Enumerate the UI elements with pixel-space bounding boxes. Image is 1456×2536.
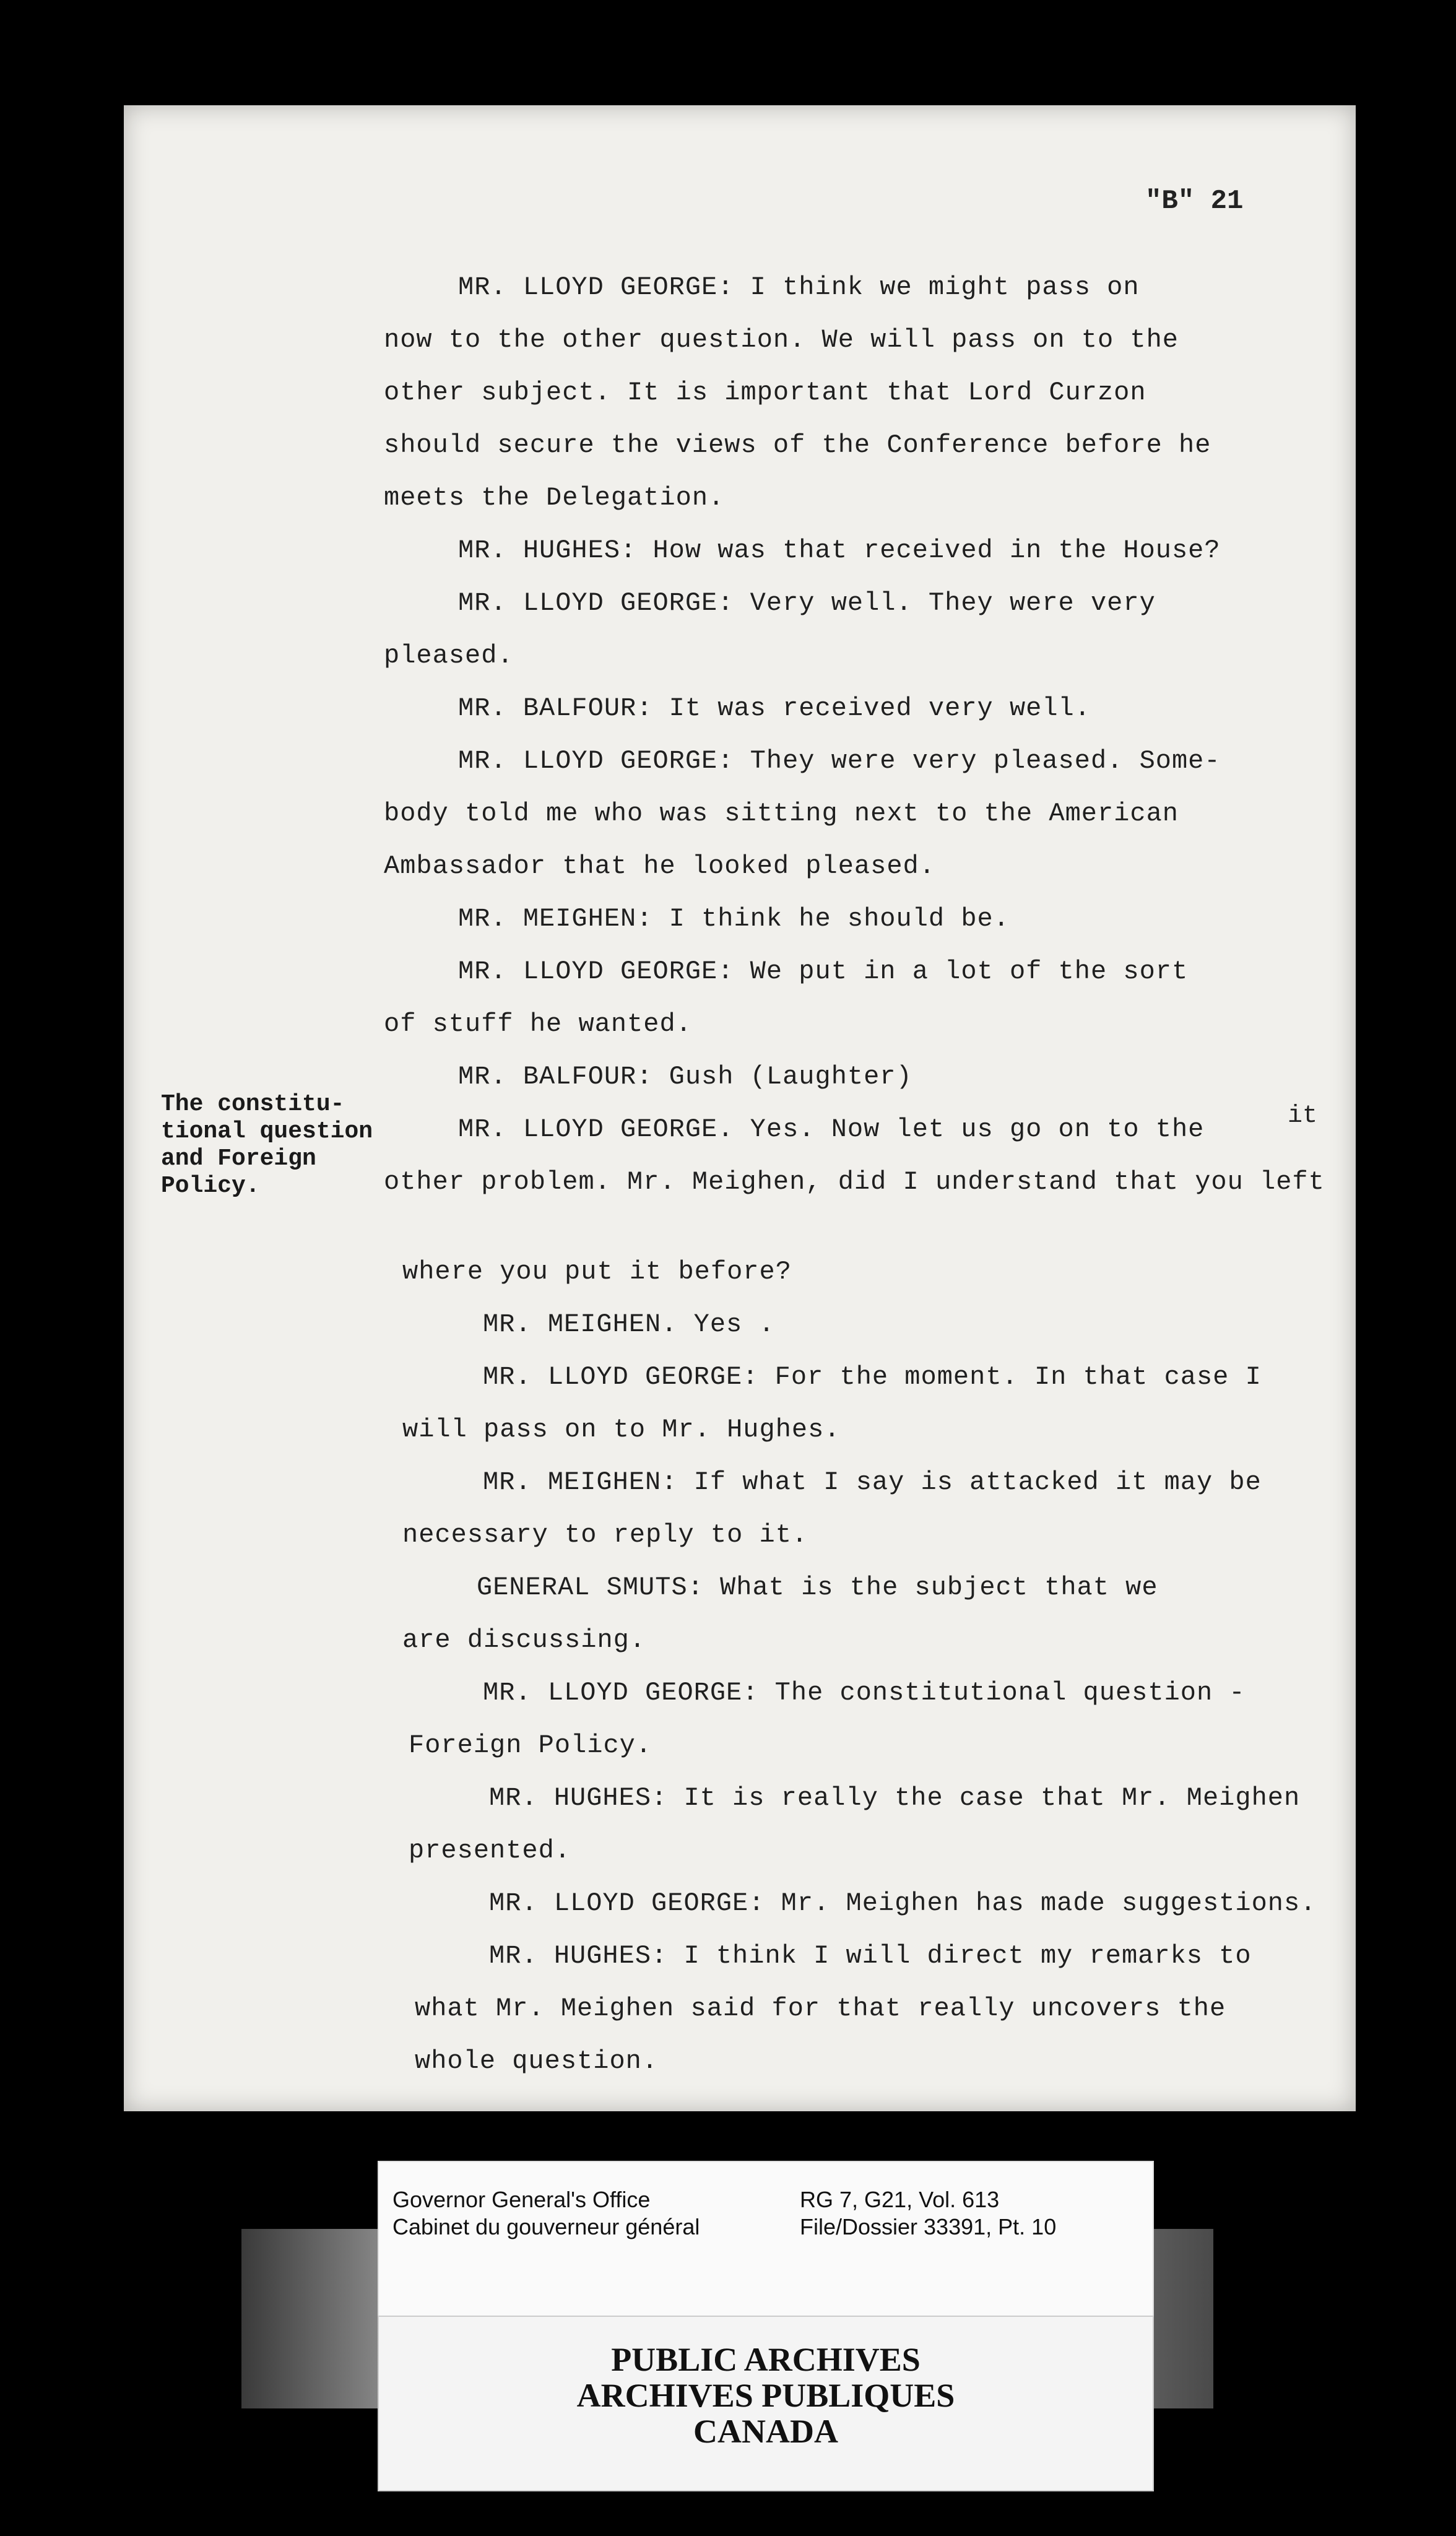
transcript-line: should secure the views of the Conference before he	[384, 430, 1211, 460]
transcript-line: other problem. Mr. Meighen, did I understand that you left	[384, 1167, 1325, 1197]
transcript-line: presented.	[409, 1836, 571, 1865]
transcript-line: MR. HUGHES: It is really the case that Mr. Meighen	[489, 1783, 1301, 1813]
transcript-line: will pass on to Mr. Hughes.	[402, 1415, 841, 1444]
archive-label	[378, 2161, 1154, 2318]
transcript-line: now to the other question. We will pass on to the	[384, 325, 1179, 355]
transcript-line: what Mr. Meighen said for that really uncovers the	[415, 1994, 1226, 2023]
archive-file: File/Dossier 33391, Pt. 10	[800, 2214, 1057, 2239]
transcript-line: MR. HUGHES: I think I will direct my remarks to	[489, 1941, 1252, 1971]
transcript-line: MR. LLOYD GEORGE: We put in a lot of the sort	[458, 957, 1189, 986]
page-number: "B" 21	[1145, 186, 1244, 217]
transcript-line: other subject. It is important that Lord Curzon	[384, 378, 1146, 407]
office-en: Governor General's Office	[392, 2187, 651, 2212]
transcript-line: Foreign Policy.	[409, 1730, 652, 1760]
transcript-line: MR. LLOYD GEORGE: Mr. Meighen has made suggestions.	[489, 1888, 1317, 1918]
transcript-line: MR. MEIGHEN. Yes .	[483, 1309, 775, 1339]
transcript-line: MR. LLOYD GEORGE: For the moment. In that case I	[483, 1362, 1262, 1392]
transcript-line: of stuff he wanted.	[384, 1009, 692, 1039]
stamp-line-2: ARCHIVES PUBLIQUES	[576, 2377, 955, 2414]
transcript-line: are discussing.	[402, 1625, 646, 1655]
transcript-line: meets the Delegation.	[384, 483, 725, 513]
transcript-line: MR. LLOYD GEORGE. Yes. Now let us go on to the	[458, 1114, 1205, 1144]
archive-reference: RG 7, G21, Vol. 613	[800, 2187, 1000, 2212]
stamp-line-3: CANADA	[693, 2413, 838, 2450]
transcript-line: MR. LLOYD GEORGE: The constitutional question -	[483, 1678, 1246, 1708]
transcript-line: MR. LLOYD GEORGE: They were very pleased. Some-	[458, 746, 1221, 776]
archives-stamp	[378, 2316, 1154, 2491]
stamp-line-1: PUBLIC ARCHIVES	[611, 2341, 921, 2378]
transcript-line: whole question.	[415, 2046, 659, 2076]
transcript-line: MR. LLOYD GEORGE: I think we might pass on	[458, 272, 1140, 302]
transcript-line: body told me who was sitting next to the American	[384, 799, 1179, 828]
transcript-line: MR. BALFOUR: Gush (Laughter)	[458, 1062, 912, 1092]
transcript-line: MR. MEIGHEN: If what I say is attacked it may be	[483, 1467, 1262, 1497]
handwritten-insert: it	[1288, 1102, 1318, 1130]
margin-note: The constitu- tional question and Foreign Policy.	[161, 1091, 373, 1199]
transcript-line: MR. HUGHES: How was that received in the House?	[458, 536, 1221, 565]
transcript-line: Ambassador that he looked pleased.	[384, 851, 935, 881]
transcript-line: MR. LLOYD GEORGE: Very well. They were very	[458, 588, 1156, 618]
transcript-line: pleased.	[384, 641, 514, 671]
transcript-line: GENERAL SMUTS: What is the subject that we	[477, 1573, 1158, 1602]
office-fr: Cabinet du gouverneur général	[392, 2214, 700, 2239]
transcript-line: where you put it before?	[402, 1257, 792, 1287]
transcript-line: necessary to reply to it.	[402, 1520, 808, 1550]
document-page	[124, 105, 1356, 2111]
transcript-line: MR. MEIGHEN: I think he should be.	[458, 904, 1010, 934]
transcript-line: MR. BALFOUR: It was received very well.	[458, 693, 1091, 723]
